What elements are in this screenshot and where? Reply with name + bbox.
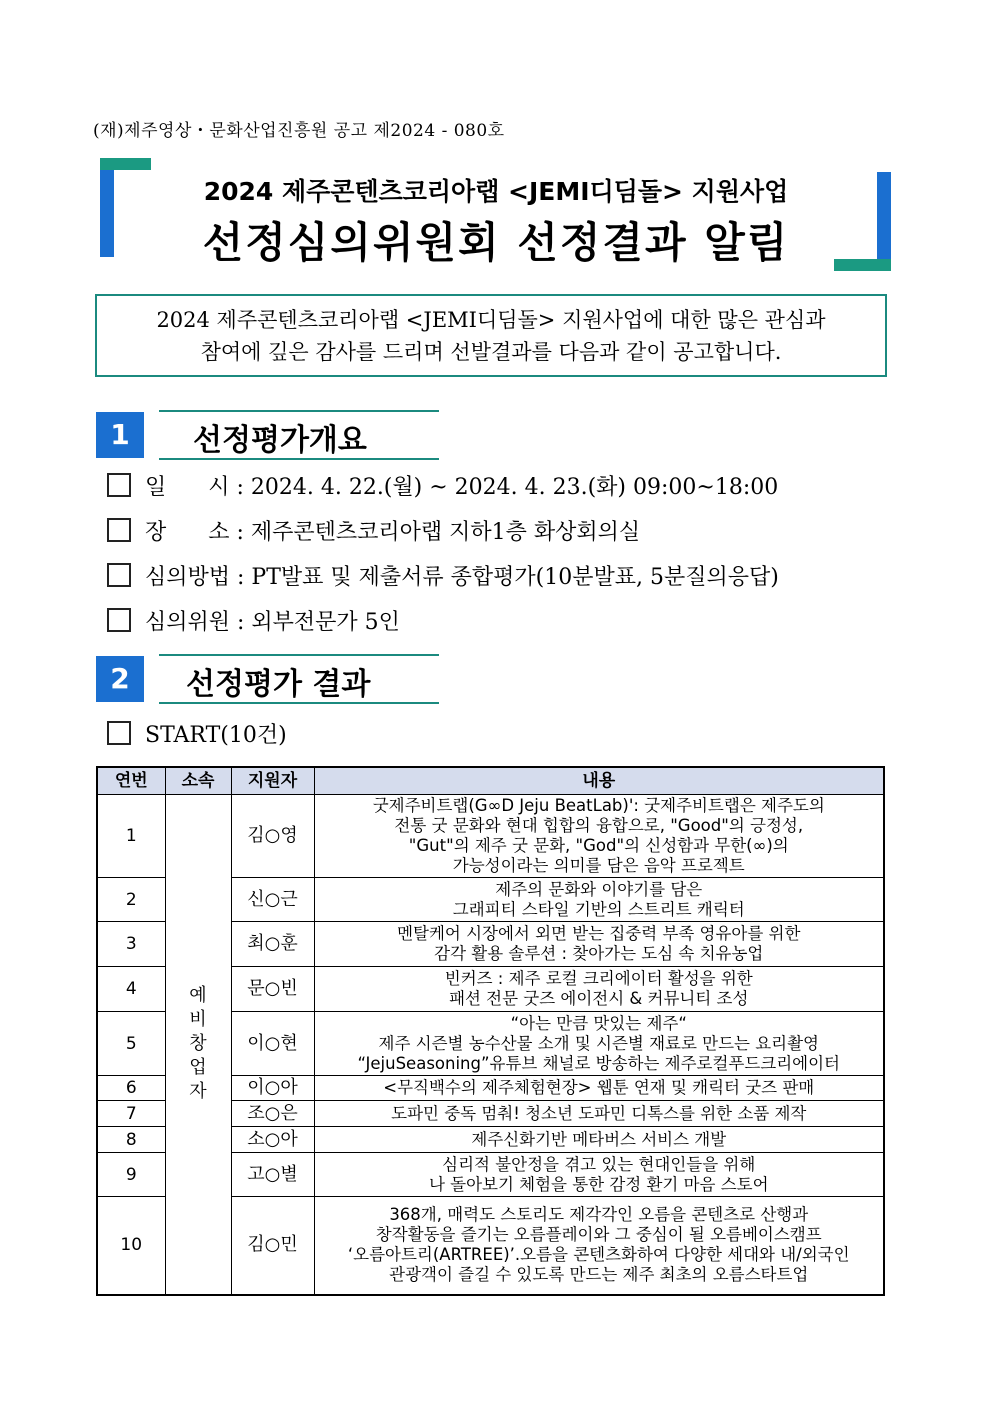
row-number: 9 xyxy=(97,1153,165,1197)
overview-item-method xyxy=(107,560,779,591)
row-number: 7 xyxy=(97,1101,165,1127)
row-number: 5 xyxy=(97,1012,165,1076)
content-line: 가능성이라는 의미를 담은 음악 프로젝트 xyxy=(452,856,745,875)
row-number: 6 xyxy=(97,1076,165,1101)
title-line2: 선정심의위원회 선정결과 알림 xyxy=(202,218,790,267)
row-content xyxy=(314,1101,884,1127)
row-content xyxy=(314,1127,884,1153)
content-line: 나 돌아보기 체험을 통한 감정 환기 마음 스토어 xyxy=(428,1174,769,1194)
row-number: 10 xyxy=(97,1197,165,1295)
overview-item-committee xyxy=(107,605,400,636)
overview-item-text: 일 시 : 2024. 4. 22.(월) ~ 2024. 4. 23.(화) 09:00~18:00 xyxy=(145,475,779,500)
content-line: 패션 전문 굿즈 에이전시 & 커뮤니티 조성 xyxy=(449,989,749,1008)
checkbox-icon xyxy=(107,518,131,542)
row-applicant: 이○현 xyxy=(231,1012,314,1076)
row-content xyxy=(314,967,884,1012)
row-affiliation: 예 비 창 업 자 xyxy=(165,795,231,1295)
checkbox-icon xyxy=(107,563,131,587)
checkbox-icon xyxy=(107,608,131,632)
content-line: 그래피티 스타일 기반의 스트리트 캐릭터 xyxy=(452,899,745,919)
content-line: "Gut"의 제주 굿 문화, "God"의 신성함과 무한(∞)의 xyxy=(408,836,789,855)
table-row xyxy=(97,795,884,878)
content-line: 심리적 불안정을 겪고 있는 현대인들을 위해 xyxy=(442,1154,756,1174)
overview-item-text: 심의방법 : PT발표 및 제출서류 종합평가(10분발표, 5분질의응답) xyxy=(145,565,779,590)
row-content xyxy=(314,878,884,922)
table-header-row xyxy=(97,767,884,795)
row-applicant: 최○훈 xyxy=(231,922,314,967)
results-table xyxy=(96,766,885,1296)
header-applicant: 지원자 xyxy=(231,767,314,795)
header-content: 내용 xyxy=(314,767,884,795)
title-line1: 2024 제주콘텐츠코리아랩 <JEMI디딤돌> 지원사업 xyxy=(203,177,789,206)
row-applicant: 이○아 xyxy=(231,1076,314,1101)
checkbox-icon xyxy=(107,473,131,497)
section1-title: 선정평가개요 xyxy=(193,423,367,458)
overview-item-place xyxy=(107,515,640,546)
row-applicant: 조○은 xyxy=(231,1101,314,1127)
content-line: 제주의 문화와 이야기를 담은 xyxy=(495,879,703,899)
section2-title: 선정평가 결과 xyxy=(186,667,371,702)
overview-item-text: 장 소 : 제주콘텐츠코리아랩 지하1층 화상회의실 xyxy=(145,520,641,545)
content-line: 제주신화기반 메타버스 서비스 개발 xyxy=(471,1129,727,1149)
result-subitem xyxy=(107,718,287,749)
overview-item-date xyxy=(107,470,778,501)
header-no: 연번 xyxy=(97,767,165,795)
content-line: 전통 굿 문화와 현대 힙합의 융합으로, "Good"의 긍정성, xyxy=(394,816,804,835)
content-line: 창작활동을 즐기는 오름플레이와 그 중심이 될 오름베이스캠프 xyxy=(375,1225,822,1245)
row-applicant: 김○민 xyxy=(231,1197,314,1295)
header-affiliation: 소속 xyxy=(165,767,231,795)
row-applicant: 신○근 xyxy=(231,878,314,922)
content-line: <무직백수의 제주체험현장> 웹툰 연재 및 캐릭터 굿즈 판매 xyxy=(383,1078,815,1097)
row-number: 8 xyxy=(97,1127,165,1153)
row-applicant: 문○빈 xyxy=(231,967,314,1012)
title-frame-left-green xyxy=(100,158,151,170)
content-line: 감각 활용 솔루션 : 찾아가는 도심 속 치유농업 xyxy=(434,944,764,963)
row-number: 4 xyxy=(97,967,165,1012)
row-number: 1 xyxy=(97,795,165,878)
row-content xyxy=(314,795,884,878)
row-number: 3 xyxy=(97,922,165,967)
row-content xyxy=(314,1076,884,1101)
section2-number: 2 xyxy=(96,656,144,702)
content-line: 제주 시즌별 농수산물 소개 및 시즌별 재료로 만드는 요리촬영 xyxy=(378,1033,819,1053)
row-content xyxy=(314,922,884,967)
intro-line2: 참여에 깊은 감사를 드리며 선발결과를 다음과 같이 공고합니다. xyxy=(200,340,782,364)
content-line: 굿제주비트랩(G∞D Jeju BeatLab)': 굿제주비트랩은 제주도의 xyxy=(372,796,825,815)
row-number: 2 xyxy=(97,878,165,922)
intro-box xyxy=(95,294,887,377)
content-line: “JejuSeasoning”유튜브 채널로 방송하는 제주로컬푸드크리에이터 xyxy=(357,1053,840,1073)
row-applicant: 소○아 xyxy=(231,1127,314,1153)
content-line: 빈커즈 : 제주 로컬 크리에이터 활성을 위한 xyxy=(444,969,753,988)
overview-item-text: 심의위원 : 외부전문가 5인 xyxy=(145,610,400,635)
result-subitem-text: START(10건) xyxy=(145,723,287,748)
checkbox-icon xyxy=(107,721,131,745)
content-line: 368개, 매력도 스토리도 제각각인 오름을 콘텐츠로 산행과 xyxy=(389,1205,809,1225)
content-line: 도파민 중독 멈춰! 청소년 도파민 디톡스를 위한 소품 제작 xyxy=(391,1103,807,1123)
section2-top-line xyxy=(159,654,439,656)
intro-line1: 2024 제주콘텐츠코리아랩 <JEMI디딤돌> 지원사업에 대한 많은 관심과 xyxy=(156,308,826,332)
row-applicant: 고○별 xyxy=(231,1153,314,1197)
content-line: 관광객이 즐길 수 있도록 만드는 제주 최초의 오름스타트업 xyxy=(389,1265,809,1285)
content-line: ‘오름아트리(ARTREE)’.오름을 콘텐츠화하여 다양한 세대와 내/외국인 xyxy=(347,1245,850,1265)
content-line: 멘탈케어 시장에서 외면 받는 집중력 부족 영유아를 위한 xyxy=(397,924,801,943)
row-content xyxy=(314,1197,884,1295)
row-applicant: 김○영 xyxy=(231,795,314,878)
section1-top-line xyxy=(159,410,439,412)
notice-number: (재)제주영상・문화산업진흥원 공고 제2024 - 080호 xyxy=(93,121,505,141)
row-content xyxy=(314,1012,884,1076)
section1-number: 1 xyxy=(96,412,144,458)
content-line: “아는 만큼 맛있는 제주“ xyxy=(510,1013,687,1033)
row-content xyxy=(314,1153,884,1197)
